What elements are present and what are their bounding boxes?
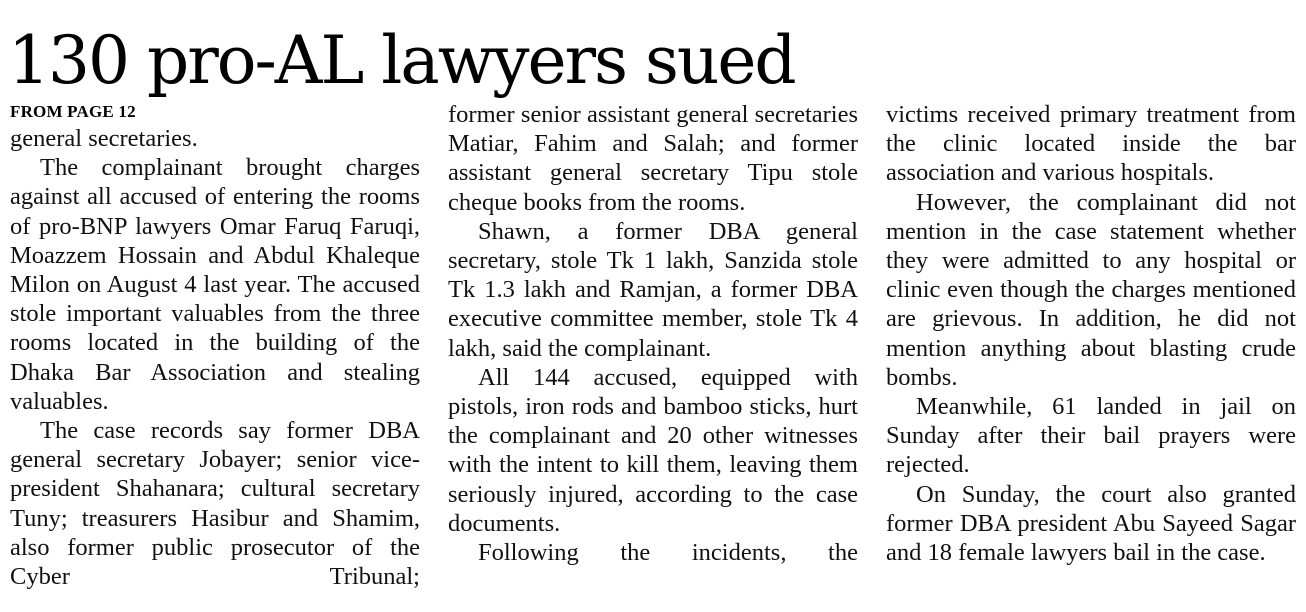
article-column-3 — [886, 100, 1296, 567]
paragraph: On Sunday, the court also granted former DBA president Abu Sayeed Sagar and 18 female lawyers bail in the case. — [886, 480, 1296, 567]
continued-from-label: FROM PAGE 12 — [10, 102, 136, 121]
paragraph: The case records say former DBA general secretary Jobayer; senior vice-president Shahanara; cultural secretary Tuny; treasurers Hasibur and Shamim, also former public prosecutor of the Cyber Tribunal; — [10, 417, 420, 591]
paragraph: The complainant brought charges against all accused of entering the rooms of pro-BNP lawyers Omar Faruq Faruqi, Moazzem Hossain and Abdul Khaleque Milon on August 4 last year. The accused stole important valuables from the three rooms located in the building of the Dhaka Bar Association and stealing valuables. — [10, 154, 420, 415]
paragraph: Meanwhile, 61 landed in jail on Sunday after their bail prayers were rejected. — [886, 393, 1296, 479]
paragraph: Shawn, a former DBA general secretary, stole Tk 1 lakh, Sanzida stole Tk 1.3 lakh and Ramjan, a former DBA executive committee member, stole Tk 4 lakh, said the complainant. — [448, 217, 858, 362]
paragraph: general secretaries. — [10, 125, 198, 152]
article-column-1 — [10, 100, 420, 591]
headline: 130 pro-AL lawyers sued — [8, 22, 795, 99]
paragraph: However, the complainant did not mention in the case statement whether they were admitted to any hospital or clinic even though the charges mentioned are grievous. In addition, he did not mention anything about blasting crude bombs. — [886, 188, 1296, 391]
paragraph: All 144 accused, equipped with pistols, iron rods and bamboo sticks, hurt the complainant and 20 other witnesses with the intent to kill them, leaving them seriously injured, according to the case documents. — [448, 363, 858, 537]
article-column-2 — [448, 100, 858, 567]
paragraph: former senior assistant general secretaries Matiar, Fahim and Salah; and former assistant general secretary Tipu stole cheque books from the rooms. — [448, 101, 858, 216]
paragraph: victims received primary treatment from the clinic located inside the bar association and various hospitals. — [886, 101, 1296, 187]
paragraph: Following the incidents, the — [478, 539, 858, 567]
